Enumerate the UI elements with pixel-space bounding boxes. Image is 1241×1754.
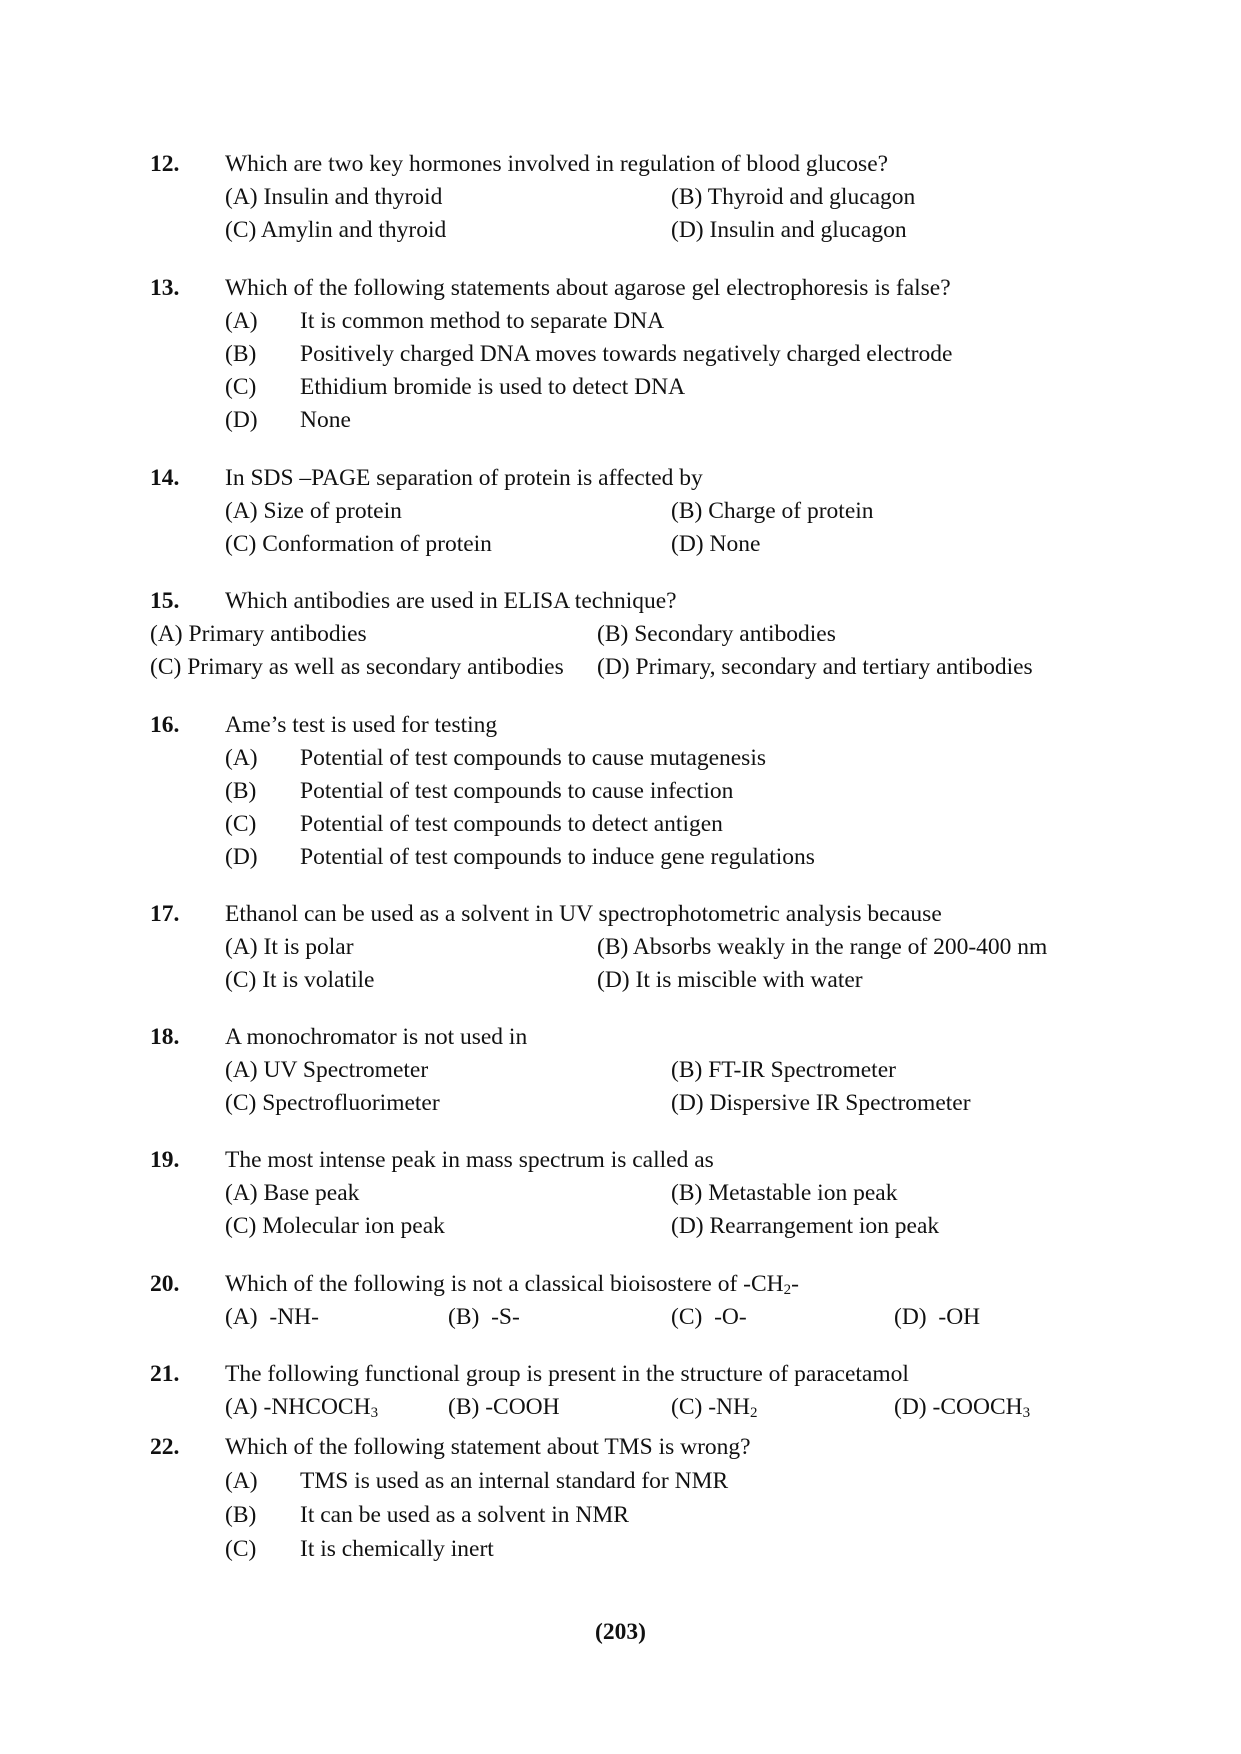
- option-c: (C) It is volatile: [225, 967, 375, 993]
- question-number: 21.: [150, 1361, 180, 1387]
- option-label: (C): [225, 811, 257, 837]
- option-a: (A) It is polar: [225, 934, 354, 960]
- option-label: (A): [225, 1468, 258, 1494]
- option-a-text: (A) -NHCOCH: [225, 1394, 371, 1420]
- question-stem: Which antibodies are used in ELISA technique?: [225, 588, 677, 614]
- option-text: Positively charged DNA moves towards negatively charged electrode: [300, 341, 953, 367]
- option-d-text: (D) -COOCH: [894, 1394, 1023, 1420]
- question-stem: [225, 1273, 799, 1297]
- option-d: (D) None: [671, 531, 761, 557]
- question-number: 16.: [150, 712, 180, 738]
- option-label: (B): [225, 778, 257, 804]
- stem-tail: -: [791, 1271, 799, 1297]
- option-c: [671, 1396, 757, 1420]
- option-text: It is common method to separate DNA: [300, 308, 665, 334]
- option-a: (A) Size of protein: [225, 498, 402, 524]
- option-text: None: [300, 407, 351, 433]
- question-number: 13.: [150, 275, 180, 301]
- option-b: (B) Metastable ion peak: [671, 1180, 898, 1206]
- question-stem: The following functional group is present in the structure of paracetamol: [225, 1361, 909, 1387]
- subscript: 3: [370, 1405, 379, 1421]
- question-number: 22.: [150, 1434, 180, 1460]
- option-c: (C) -O-: [671, 1304, 747, 1330]
- option-b: (B) Absorbs weakly in the range of 200-400 nm: [597, 934, 1048, 960]
- option-d: (D) -OH: [894, 1304, 981, 1330]
- option-a: (A) Primary antibodies: [150, 621, 367, 647]
- question-stem: Which are two key hormones involved in regulation of blood glucose?: [225, 151, 889, 177]
- stem-text: Which of the following is not a classical bioisostere of -CH: [225, 1271, 784, 1297]
- question-stem: The most intense peak in mass spectrum is called as: [225, 1147, 714, 1173]
- option-text: It can be used as a solvent in NMR: [300, 1502, 629, 1528]
- option-b: (B) Charge of protein: [671, 498, 874, 524]
- question-stem: Which of the following statements about agarose gel electrophoresis is false?: [225, 275, 951, 301]
- question-number: 15.: [150, 588, 180, 614]
- option-text: Ethidium bromide is used to detect DNA: [300, 374, 686, 400]
- option-label: (D): [225, 407, 258, 433]
- question-stem: Ethanol can be used as a solvent in UV spectrophotometric analysis because: [225, 901, 942, 927]
- option-d: [894, 1396, 1030, 1420]
- option-b: (B) Secondary antibodies: [597, 621, 836, 647]
- option-a: (A) -NH-: [225, 1304, 319, 1330]
- option-label: (B): [225, 341, 257, 367]
- option-c: (C) Conformation of protein: [225, 531, 492, 557]
- question-stem: A monochromator is not used in: [225, 1024, 528, 1050]
- option-text: Potential of test compounds to cause infection: [300, 778, 734, 804]
- question-number: 14.: [150, 465, 180, 491]
- option-b: (B) Thyroid and glucagon: [671, 184, 916, 210]
- option-d: (D) Primary, secondary and tertiary antibodies: [597, 654, 1033, 680]
- option-b: (B) -COOH: [448, 1394, 560, 1420]
- option-label: (D): [225, 844, 258, 870]
- option-d: (D) Insulin and glucagon: [671, 217, 907, 243]
- option-a: (A) Base peak: [225, 1180, 360, 1206]
- option-c: (C) Molecular ion peak: [225, 1213, 445, 1239]
- option-a: (A) UV Spectrometer: [225, 1057, 429, 1083]
- option-text: Potential of test compounds to detect antigen: [300, 811, 723, 837]
- option-label: (A): [225, 745, 258, 771]
- question-stem: Ame’s test is used for testing: [225, 712, 498, 738]
- question-stem: Which of the following statement about TMS is wrong?: [225, 1434, 751, 1460]
- option-d: (D) It is miscible with water: [597, 967, 863, 993]
- question-number: 19.: [150, 1147, 180, 1173]
- option-b: (B) -S-: [448, 1304, 520, 1330]
- question-number: 12.: [150, 151, 180, 177]
- option-c-text: (C) -NH: [671, 1394, 750, 1420]
- option-text: Potential of test compounds to cause mutagenesis: [300, 745, 766, 771]
- option-d: (D) Dispersive IR Spectrometer: [671, 1090, 971, 1116]
- subscript: 3: [1022, 1405, 1031, 1421]
- option-text: TMS is used as an internal standard for NMR: [300, 1468, 729, 1494]
- option-text: It is chemically inert: [300, 1536, 494, 1562]
- option-c: (C) Primary as well as secondary antibodies: [150, 654, 564, 680]
- option-a: (A) Insulin and thyroid: [225, 184, 443, 210]
- option-d: (D) Rearrangement ion peak: [671, 1213, 940, 1239]
- option-label: (C): [225, 374, 257, 400]
- option-c: (C) Spectrofluorimeter: [225, 1090, 440, 1116]
- option-a: [225, 1396, 378, 1420]
- option-text: Potential of test compounds to induce gene regulations: [300, 844, 815, 870]
- option-label: (B): [225, 1502, 257, 1528]
- question-stem: In SDS –PAGE separation of protein is affected by: [225, 465, 703, 491]
- option-label: (C): [225, 1536, 257, 1562]
- option-b: (B) FT-IR Spectrometer: [671, 1057, 896, 1083]
- page-number: (203): [595, 1619, 646, 1645]
- question-number: 18.: [150, 1024, 180, 1050]
- question-number: 20.: [150, 1271, 180, 1297]
- question-number: 17.: [150, 901, 180, 927]
- subscript: 2: [749, 1405, 758, 1421]
- option-label: (A): [225, 308, 258, 334]
- subscript: 2: [783, 1282, 792, 1298]
- option-c: (C) Amylin and thyroid: [225, 217, 447, 243]
